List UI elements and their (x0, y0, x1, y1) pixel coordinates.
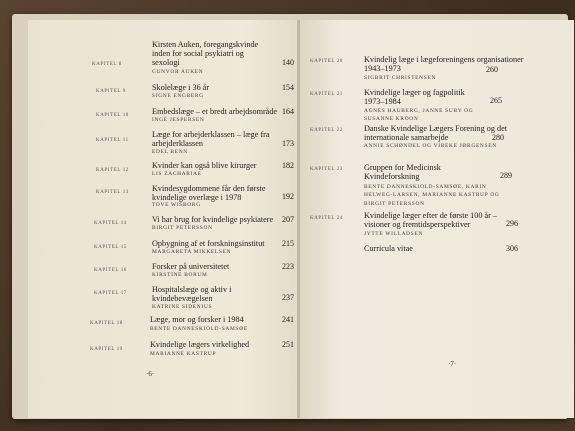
chapter-label: KAPITEL 16 (94, 268, 127, 273)
chapter-title: Curricula vitae (364, 244, 413, 253)
page-number: 280 (492, 133, 504, 142)
chapter-label: KAPITEL 23 (310, 167, 343, 172)
chapter-title: Opbygning af et forskningsinstitut (152, 239, 265, 248)
chapter-label: KAPITEL 14 (94, 221, 127, 226)
chapter-author: ANNIE SCHØNDEL OG VIBEKE JØRGENSEN (364, 143, 497, 149)
chapter-label: KAPITEL 20 (310, 59, 343, 64)
page-number: 207 (282, 215, 294, 224)
chapter-label: KAPITEL 11 (96, 138, 129, 143)
chapter-title: Skolelæge i 36 år (152, 83, 210, 92)
chapter-author: AGNES HAUBERG, JANNE SUBY OG SUSANNE KROON (364, 108, 474, 123)
chapter-label: KAPITEL 22 (310, 128, 343, 133)
chapter-title: Embedslæge – et bredt arbejdsområde (152, 107, 278, 116)
page-number: 289 (500, 171, 512, 180)
chapter-label: KAPITEL 13 (96, 190, 129, 195)
chapter-author: BENTE DANNESKIOLD-SAMSØE, KARIN HELWEG-LARSEN, MARIANNE KASTRUP OG BIRGIT PETERSSON (364, 184, 500, 207)
chapter-title: Kvindesygdommene får den første kvindelige overlæge i 1978 (152, 184, 266, 202)
chapter-label: KAPITEL 19 (90, 347, 123, 352)
page-folio: ·6· (146, 370, 155, 378)
page-number: 237 (282, 293, 294, 302)
chapter-title: Danske Kvindelige Lægers Forening og det internationale samarbejde (364, 124, 508, 142)
chapter-label: KAPITEL 15 (94, 245, 127, 250)
chapter-author: LIS ZACHARIAE (152, 171, 202, 177)
chapter-label: KAPITEL 10 (96, 113, 129, 118)
chapter-title: Forsker på universitetet (152, 262, 230, 271)
chapter-title: Kvindelige læger og fagpolitik 1973–1984 (364, 88, 465, 106)
page-number: 154 (282, 83, 294, 92)
chapter-title: Kvindelig læge i lægeforeningens organisationer 1943–1973 (364, 55, 524, 73)
chapter-title: Kvindelige læger efter de første 100 år – visioner og fremtidsperspektiver (364, 211, 497, 229)
chapter-author: EDEL BENN (152, 149, 188, 155)
chapter-title: Gruppen for Medicinsk Kvindeforskning (364, 163, 441, 181)
page-number: 251 (282, 340, 294, 349)
chapter-author: GUNVOR AUKEN (152, 69, 204, 75)
page-number: 296 (506, 219, 518, 228)
chapter-author: MARIANNE KASTRUP (150, 351, 217, 357)
page-number: 182 (282, 161, 294, 170)
chapter-title: Kirsten Auken, foregangskvinde inden for social psykiatri og sexologi (152, 40, 259, 67)
right-page (300, 20, 574, 418)
page-number: 215 (282, 239, 294, 248)
chapter-label: KAPITEL 17 (94, 291, 127, 296)
chapter-author: BENTE DANNESKIOLD-SAMSØE (150, 326, 248, 332)
chapter-title: Læge for arbejderklassen – læge fra arbejderklassen (152, 130, 270, 148)
chapter-author: SIGBRIT CHRISTENSEN (364, 75, 437, 81)
chapter-title: Vi har brug for kvindelige psykiatere (152, 215, 274, 224)
page-number: 192 (282, 192, 294, 201)
chapter-label: KAPITEL 8 (92, 62, 122, 67)
chapter-author: KATRINE SIDENIUS (152, 304, 213, 310)
chapter-label: KAPITEL 9 (96, 89, 126, 94)
chapter-author: BIRGIT PETERSSON (152, 225, 213, 231)
chapter-author: TOVE WISBORG (152, 202, 201, 208)
page-number: 265 (490, 96, 502, 105)
chapter-author: SIGNE ENGBERG (152, 93, 204, 99)
page-number: 260 (486, 65, 498, 74)
page-number: 223 (282, 262, 294, 271)
chapter-label: KAPITEL 18 (90, 321, 123, 326)
page-number: 306 (506, 244, 518, 253)
chapter-title: Kvindelige lægers virkelighed (150, 340, 250, 349)
chapter-title: Kvinder kan også blive kirurger (152, 161, 257, 170)
chapter-label: KAPITEL 24 (310, 216, 343, 221)
page-number: 140 (282, 58, 294, 67)
chapter-title: Læge, mor og forsker i 1984 (150, 315, 244, 324)
page-number: 164 (282, 107, 294, 116)
book (12, 14, 568, 419)
chapter-label: KAPITEL 12 (96, 168, 129, 173)
chapter-label: KAPITEL 21 (310, 92, 343, 97)
page-folio: ·7· (448, 360, 457, 368)
page-number: 173 (282, 139, 294, 148)
chapter-title: Hospitalslæge og aktiv i kvindebevægelsen (152, 285, 232, 303)
chapter-author: MARGARETA MIKKELSEN (152, 249, 232, 255)
chapter-author: JYTTE WILLADSEN (364, 231, 424, 237)
chapter-author: INGE JESPERSEN (152, 117, 205, 123)
left-page (28, 20, 298, 418)
chapter-author: KIRSTINE BORUM (152, 272, 208, 278)
page-number: 241 (282, 315, 294, 324)
